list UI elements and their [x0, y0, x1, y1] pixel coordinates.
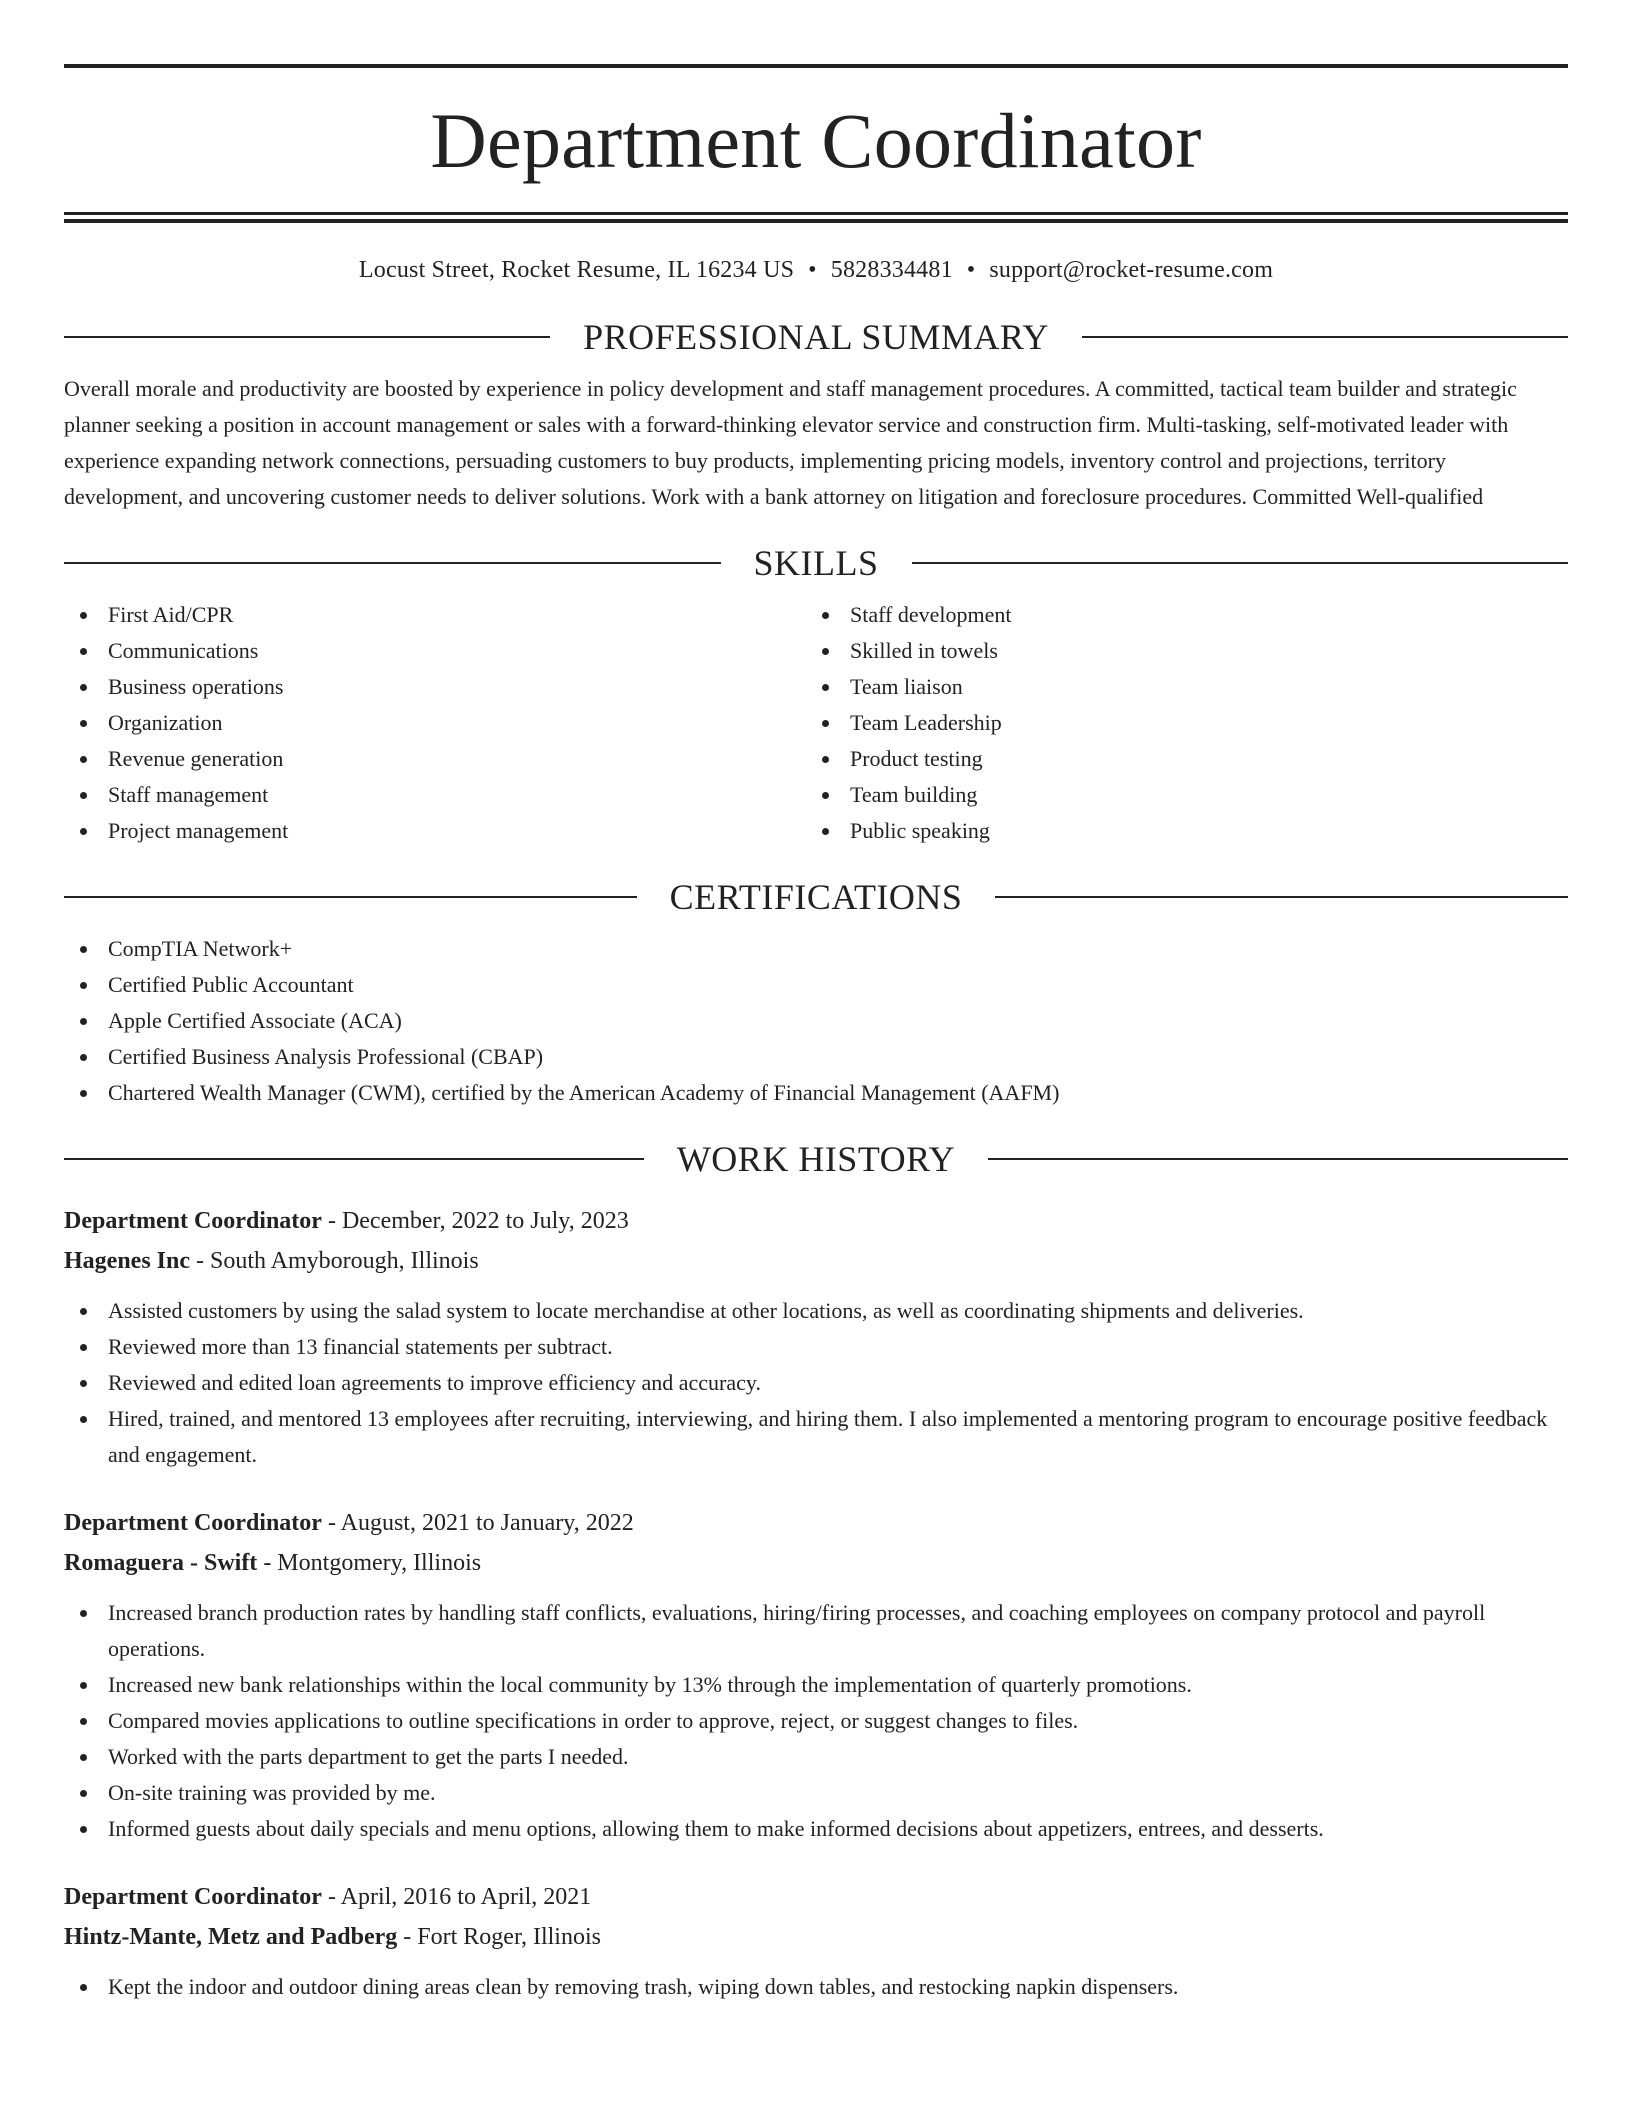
contact-email: support@rocket-resume.com — [989, 257, 1274, 283]
summary-section-header — [64, 316, 1568, 357]
job-title-line — [64, 1877, 1568, 1917]
job-dates: - April, 2016 to April, 2021 — [321, 1883, 592, 1910]
job-company: Romaguera - Swift — [64, 1549, 258, 1576]
skill-item: Skilled in towels — [806, 633, 1548, 669]
job-company: Hagenes Inc — [64, 1247, 190, 1274]
certifications-list — [64, 931, 1568, 1111]
section-rule-left — [64, 1158, 644, 1160]
job-bullet: Worked with the parts department to get the parts I needed. — [64, 1739, 1568, 1775]
job-company-line — [64, 1917, 1568, 1957]
job-bullet: Informed guests about daily specials and menu options, allowing them to make informed decisions about appetizers, entrees, and desserts. — [64, 1811, 1568, 1847]
job-dates: - August, 2021 to January, 2022 — [321, 1509, 634, 1536]
certification-item: Apple Certified Associate (ACA) — [64, 1003, 1568, 1039]
contact-address: Locust Street, Rocket Resume, IL 16234 US — [358, 257, 795, 283]
job-location: - Fort Roger, Illinois — [397, 1923, 601, 1950]
section-rule-left — [64, 336, 550, 338]
skill-item: Communications — [64, 633, 806, 669]
skill-item: Team building — [806, 777, 1548, 813]
job-bullets — [64, 1293, 1568, 1473]
job-bullet: Increased branch production rates by handling staff conflicts, evaluations, hiring/firing processes, and coaching employees on company protocol and payroll operations. — [64, 1595, 1568, 1667]
skill-item: Product testing — [806, 741, 1548, 777]
skills-section-header — [64, 542, 1568, 583]
work-history-section-header — [64, 1138, 1568, 1179]
contact-line — [64, 256, 1568, 285]
professional-summary-text: Overall morale and productivity are boosted by experience in policy development and staff management procedures. A committed, tactical team builder and strategic planner seeking a position in account management or sales with a forward-thinking elevator service and construction firm. Multi-tasking, self-motivated leader with experience expanding network connections, persuading customers to buy products, implementing pricing models, inventory control and projections, territory development, and uncovering customer needs to deliver solutions. Work with a bank attorney on litigation and foreclosure procedures. Committed Well-qualified — [64, 375, 1517, 509]
summary-section-title: PROFESSIONAL SUMMARY — [583, 316, 1049, 357]
job-bullet: Compared movies applications to outline specifications in order to approve, reject, or suggest changes to files. — [64, 1703, 1568, 1739]
skills-list-right — [806, 597, 1548, 849]
job-dates: - December, 2022 to July, 2023 — [321, 1207, 629, 1234]
section-rule-right — [995, 896, 1568, 898]
skills-list-left — [64, 597, 806, 849]
job-entry — [64, 1201, 1568, 1473]
section-rule-right — [1082, 336, 1568, 338]
job-title: Department Coordinator — [64, 1883, 322, 1910]
job-title-line — [64, 1201, 1568, 1241]
skill-item: Team liaison — [806, 669, 1548, 705]
skills-columns — [64, 597, 1568, 849]
job-location: - Montgomery, Illinois — [257, 1549, 482, 1576]
skill-item: Team Leadership — [806, 705, 1548, 741]
certification-item: Certified Business Analysis Professional (CBAP) — [64, 1039, 1568, 1075]
job-entry — [64, 1877, 1568, 2005]
job-bullets — [64, 1595, 1568, 1847]
job-title-line — [64, 1503, 1568, 1543]
skills-section-title: SKILLS — [753, 542, 879, 583]
certification-item: Chartered Wealth Manager (CWM), certified by the American Academy of Financial Management (AAFM) — [64, 1075, 1568, 1111]
job-title: Department Coordinator — [64, 1207, 322, 1234]
skill-item: Staff management — [64, 777, 806, 813]
section-rule-right — [912, 562, 1569, 564]
skill-item: Staff development — [806, 597, 1548, 633]
job-bullet: Kept the indoor and outdoor dining areas clean by removing trash, wiping down tables, and restocking napkin dispensers. — [64, 1969, 1568, 2005]
double-rule — [64, 212, 1568, 223]
top-rule — [64, 64, 1568, 68]
skill-item: Project management — [64, 813, 806, 849]
job-bullet: Increased new bank relationships within the local community by 13% through the implementation of quarterly promotions. — [64, 1667, 1568, 1703]
skill-item: Business operations — [64, 669, 806, 705]
certifications-section-title: CERTIFICATIONS — [669, 876, 963, 917]
section-rule-right — [988, 1158, 1568, 1160]
contact-separator: • — [808, 257, 817, 283]
skill-item: Public speaking — [806, 813, 1548, 849]
job-company-line — [64, 1543, 1568, 1583]
work-history-section-title: WORK HISTORY — [676, 1138, 956, 1179]
job-bullets — [64, 1969, 1568, 2005]
job-entry — [64, 1503, 1568, 1847]
work-history-list — [64, 1201, 1568, 2005]
contact-phone: 5828334481 — [830, 257, 953, 283]
job-bullet: Assisted customers by using the salad system to locate merchandise at other locations, as well as coordinating shipments and deliveries. — [64, 1293, 1568, 1329]
resume-name: Department Coordinator — [430, 97, 1202, 184]
job-bullet: Reviewed more than 13 financial statements per subtract. — [64, 1329, 1568, 1365]
contact-separator: • — [966, 257, 976, 283]
job-bullet: On-site training was provided by me. — [64, 1775, 1568, 1811]
certifications-section-header — [64, 876, 1568, 917]
job-bullet: Reviewed and edited loan agreements to improve efficiency and accuracy. — [64, 1365, 1568, 1401]
job-company-line — [64, 1241, 1568, 1281]
certification-item: CompTIA Network+ — [64, 931, 1568, 967]
skill-item: First Aid/CPR — [64, 597, 806, 633]
section-rule-left — [64, 562, 721, 564]
job-title: Department Coordinator — [64, 1509, 322, 1536]
skill-item: Organization — [64, 705, 806, 741]
skill-item: Revenue generation — [64, 741, 806, 777]
section-rule-left — [64, 896, 637, 898]
certification-item: Certified Public Accountant — [64, 967, 1568, 1003]
job-location: - South Amyborough, Illinois — [190, 1247, 479, 1274]
job-company: Hintz-Mante, Metz and Padberg — [64, 1923, 398, 1950]
job-bullet: Hired, trained, and mentored 13 employees after recruiting, interviewing, and hiring them. I also implemented a mentoring program to encourage positive feedback and engagement. — [64, 1401, 1568, 1473]
